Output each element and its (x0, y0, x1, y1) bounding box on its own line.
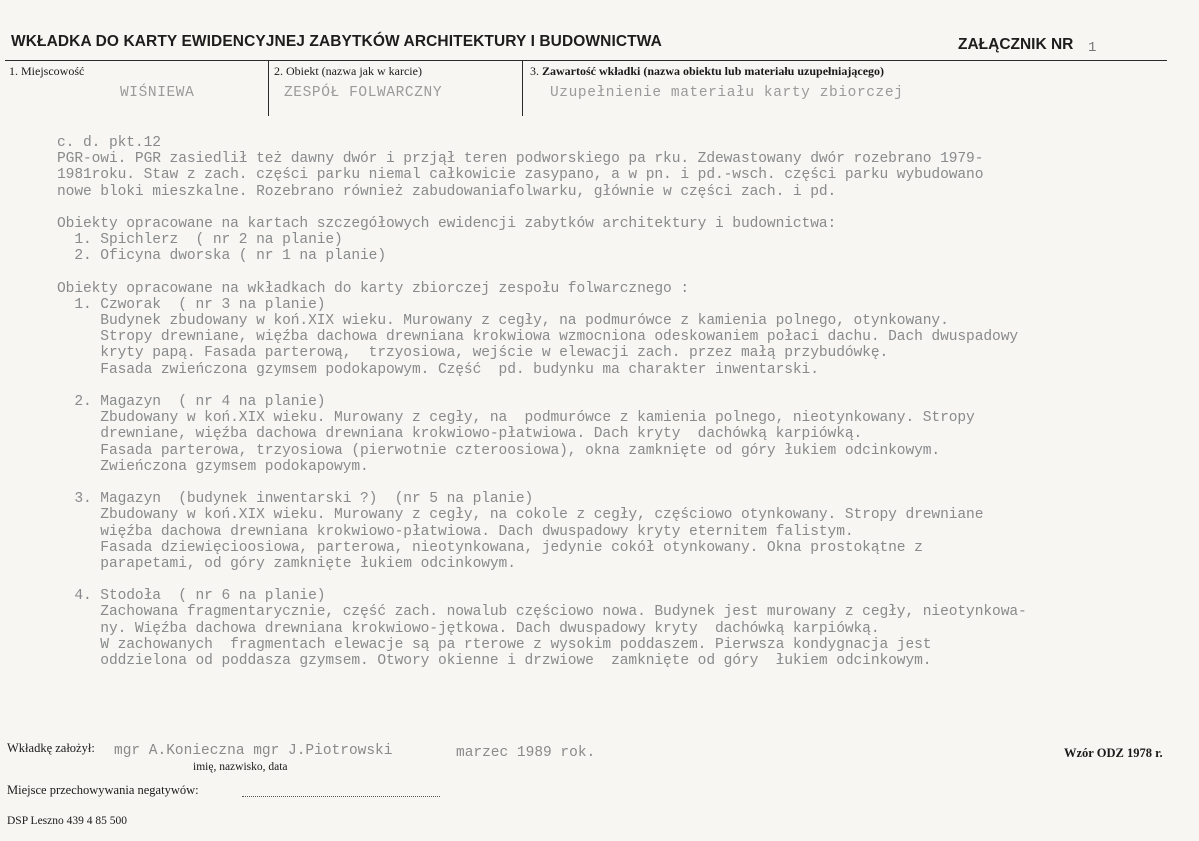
header-rule (5, 60, 1167, 61)
prepared-by-date: marzec 1989 rok. (456, 745, 596, 761)
prepared-by-label: Wkładkę założył: (7, 741, 95, 755)
field-divider-1 (268, 60, 269, 116)
object-label-number: 2. (274, 64, 283, 78)
body-line: c. d. pkt.12 (57, 135, 161, 151)
body-line: Zwieńczona gzymsem podokapowym. (57, 458, 369, 475)
insert-content-label-text: Zawartość wkładki (542, 64, 641, 78)
typed-description (57, 135, 1177, 669)
insert-content-label (530, 64, 884, 79)
attachment-number: 1 (1088, 40, 1097, 56)
body-line: Fasada parterowa, trzyosiowa (pierwotnie czteroosiowa), okna zamknięte od góry łukiem odcinkowym. (57, 442, 941, 459)
paragraph-gap (57, 475, 1177, 491)
negatives-label: Miejsce przechowywania negatywów: (7, 783, 199, 797)
body-line: 1. Spichlerz ( nr 2 na planie) (57, 232, 343, 249)
body-line: Zbudowany w koń.XIX wieku. Murowany z cegły, na cokole z cegły, częściowo otynkowany. Stropy drewniane (57, 507, 984, 524)
body-line: 2. Oficyna dworska ( nr 1 na planie) (57, 248, 386, 265)
insert-content-value: Uzupełnienie materiału karty zbiorczej (550, 85, 904, 101)
object-label-note: (nazwa jak w karcie) (321, 64, 422, 78)
negatives-entry-line (242, 796, 440, 797)
body-line: parapetami, od góry zamknięte łukiem odcinkowym. (57, 555, 516, 572)
body-line: 2. Magazyn ( nr 4 na planie) (57, 394, 326, 410)
prepared-by-caption: imię, nazwisko, data (193, 761, 288, 773)
body-line: Stropy drewniane, więźba dachowa drewniana krokwiowa wzmocniona odeskowaniem połaci dachu. Dach dwuspadowy (57, 329, 1019, 346)
object-value: ZESPÓŁ FOLWARCZNY (284, 85, 443, 101)
body-line: 1. Czworak ( nr 3 na planie) (57, 296, 326, 313)
object-label (274, 64, 422, 79)
body-line: Fasada zwieńczona gzymsem podokapowym. Część pd. budynku ma charakter inwentarski. (57, 361, 819, 378)
body-line: Zbudowany w koń.XIX wieku. Murowany z cegły, na podmurówce z kamienia polnego, nieotynkowany. Stropy (57, 410, 975, 427)
locality-label-number: 1. (9, 64, 18, 78)
body-line: więźba dachowa drewniana krokwiowo-płatwiowa. Dach dwuspadowy kryty eternitem falistym. (57, 523, 854, 540)
body-line: Zachowana fragmentarycznie, część zach. nowalub częściowo nowa. Budynek jest murowany z cegły, nieotynkowa- (57, 604, 1027, 621)
body-line: PGR-owi. PGR zasiedlił też dawny dwór i przjął teren podworskiego pa rku. Zdewastowany dwór rozebrano 1979- (57, 151, 984, 168)
body-line: 3. Magazyn (budynek inwentarski ?) (nr 5 na planie) (57, 491, 534, 508)
paragraph-gap (57, 572, 1177, 588)
body-line: W zachowanych fragmentach elewacje są pa rterowe z wysokim poddaszem. Pierwsza kondygnacja jest (57, 636, 932, 653)
attachment-label: ZAŁĄCZNIK NR (958, 36, 1074, 53)
printer-imprint: DSP Leszno 439 4 85 500 (7, 815, 128, 827)
paragraph-gap (57, 200, 1177, 216)
body-line: 4. Stodoła ( nr 6 na planie) (57, 588, 326, 605)
insert-content-label-note: (nazwa obiektu lub materiału uzupełniającego) (643, 64, 885, 78)
locality-label (9, 64, 84, 79)
body-line: kryty papą. Fasada parterową, trzyosiowa, wejście w elewacji zach. przez małą przybudówkę. (57, 345, 889, 362)
body-line: nowe bloki mieszkalne. Rozebrano również zabudowaniafolwarku, głównie w części zach. i pd. (57, 183, 837, 200)
field-divider-2 (522, 60, 523, 116)
body-line: Fasada dziewięcioosiowa, parterowa, nieotynkowana, jedynie cokół otynkowany. Okna prostokątne z (57, 539, 923, 556)
body-line: Budynek zbudowany w koń.XIX wieku. Murowany z cegły, na podmurówce z kamienia polnego, otynkowany. (57, 313, 949, 330)
paragraph-gap (57, 265, 1177, 281)
body-line: Obiekty opracowane na wkładkach do karty zbiorczej zespołu folwarcznego : (57, 280, 690, 297)
prepared-by-names: mgr A.Konieczna mgr J.Piotrowski (114, 743, 393, 759)
paragraph-gap (57, 378, 1177, 394)
card-title: WKŁADKA DO KARTY EWIDENCYJNEJ ZABYTKÓW ARCHITEKTURY I BUDOWNICTWA (11, 33, 662, 50)
body-line: 1981roku. Staw z zach. części parku niemal całkowicie zasypano, a w pn. i pd.-wsch. części parku wybudowano (57, 167, 984, 184)
body-line: drewniane, więźba dachowa drewniana krokwiowo-płatwiowa. Dach kryty dachówką karpiówką. (57, 426, 863, 443)
body-line: Obiekty opracowane na kartach szczegółowych ewidencji zabytków architektury i budownictwa: (57, 215, 837, 232)
insert-content-label-number: 3. (530, 64, 539, 78)
locality-value: WIŚNIEWA (120, 85, 195, 101)
locality-label-text: Miejscowość (21, 64, 85, 78)
form-pattern: Wzór ODZ 1978 r. (1064, 746, 1163, 760)
body-line: oddzielona od poddasza gzymsem. Otwory okienne i drzwiowe zamknięte od góry łukiem odcinkowym. (57, 653, 932, 669)
body-line: ny. Więźba dachowa drewniana krokwiowo-jętkowa. Dach dwuspadowy kryty dachówką karpiówką. (57, 620, 880, 637)
object-label-text: Obiekt (286, 64, 319, 78)
